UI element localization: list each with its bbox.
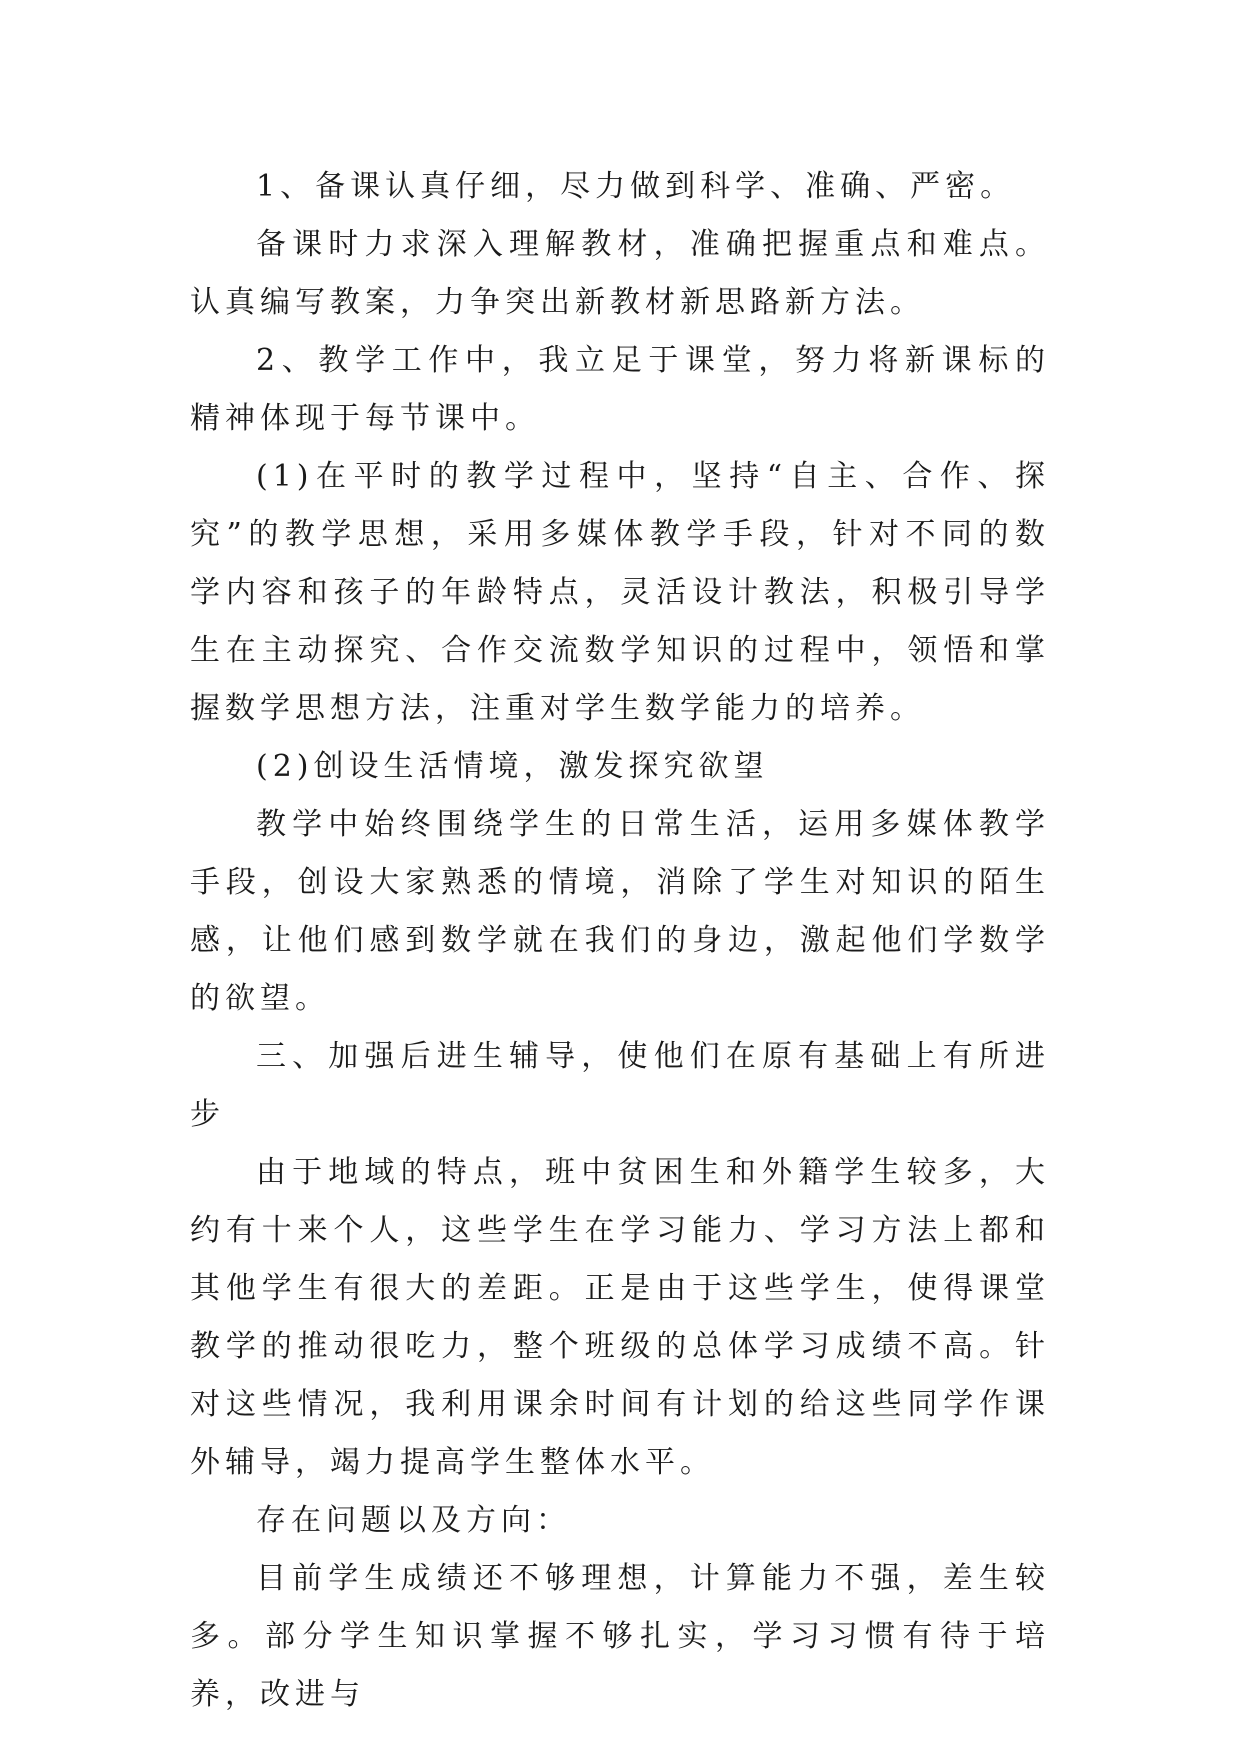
paragraph-problems-detail: 目前学生成绩还不够理想，计算能力不强，差生较多。部分学生知识掌握不够扎实，学习习惯有待于培养，改进与 xyxy=(190,1561,1050,1712)
paragraph-teaching-approach: (1)在平时的教学过程中，坚持“自主、合作、探究”的教学思想，采用多媒体教学手段，针对不同的数学内容和孩子的年龄特点，灵活设计教法，积极引导学生在主动探究、合作交流数学知识的过程中，领悟和掌握数学思想方法，注重对学生数学能力的培养。 xyxy=(190,459,1050,726)
paragraph-life-situations-heading: (2)创设生活情境，激发探究欲望 xyxy=(256,749,769,784)
document-body xyxy=(190,158,1050,1724)
paragraph-tutoring-heading: 三、加强后进生辅导，使他们在原有基础上有所进步 xyxy=(190,1039,1050,1132)
paragraph-lesson-prep-detail: 备课时力求深入理解教材，准确把握重点和难点。认真编写教案，力争突出新教材新思路新方法。 xyxy=(190,227,1050,320)
paragraph-tutoring-detail: 由于地域的特点，班中贫困生和外籍学生较多，大约有十来个人，这些学生在学习能力、学习方法上都和其他学生有很大的差距。正是由于这些学生，使得课堂教学的推动很吃力，整个班级的总体学习成绩不高。针对这些情况，我利用课余时间有计划的给这些同学作课外辅导，竭力提高学生整体水平。 xyxy=(190,1155,1050,1480)
paragraph-teaching-work-heading: 2、教学工作中，我立足于课堂，努力将新课标的精神体现于每节课中。 xyxy=(190,343,1050,436)
paragraph-life-situations-detail: 教学中始终围绕学生的日常生活，运用多媒体教学手段，创设大家熟悉的情境，消除了学生对知识的陌生感，让他们感到数学就在我们的身边，激起他们学数学的欲望。 xyxy=(190,807,1050,1016)
paragraph-problems-heading: 存在问题以及方向： xyxy=(256,1503,571,1538)
paragraph-lesson-prep-heading: 1、备课认真仔细，尽力做到科学、准确、严密。 xyxy=(256,169,1016,204)
